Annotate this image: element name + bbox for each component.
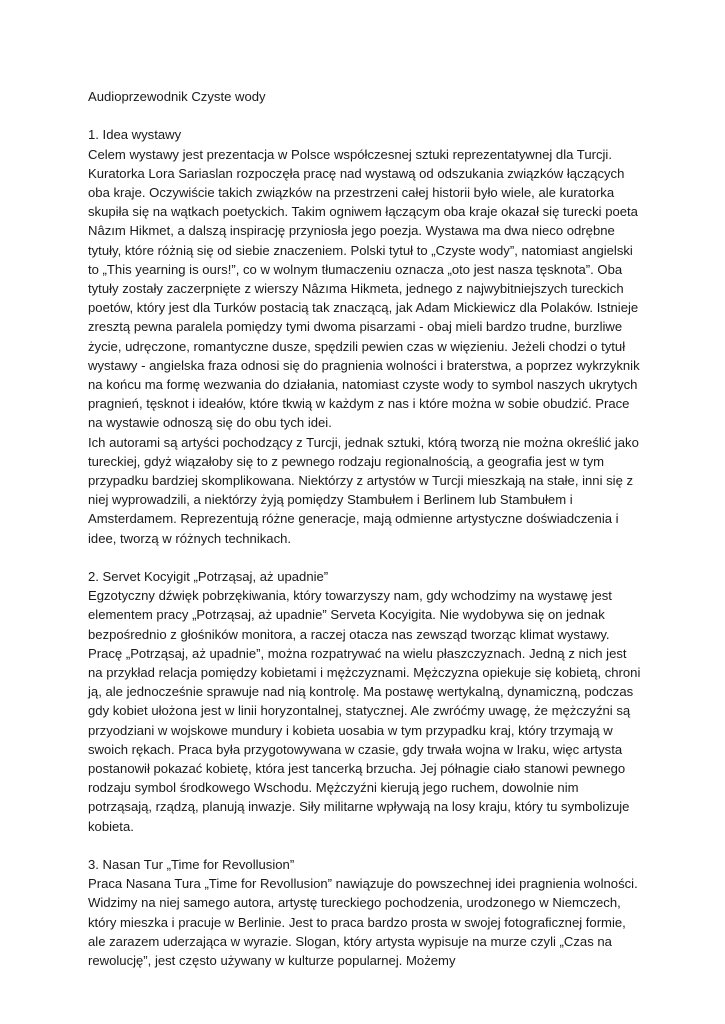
- paragraph: Praca Nasana Tura „Time for Revollusion” nawiązuje do powszechnej idei pragnienia wolności. Widzimy na niej samego autora, artystę tureckiego pochodzenia, urodzonego w Niemczech, który mieszka i pracuje w Berlinie. Jest to praca bardzo prosta w swojej fotograficznej formie, ale zarazem uderzająca w wyrazie. Slogan, który artysta wypisuje na murze czyli „Czas na rewolucję”, jest często używany w kulturze popularnej. Możemy: [88, 876, 638, 969]
- section-heading: 1. Idea wystawy: [88, 127, 182, 143]
- document-page: [88, 87, 644, 989]
- paragraph: Ich autorami są artyści pochodzący z Turcji, jednak sztuki, którą tworzą nie można określić jako tureckiej, gdyż wiązałoby się to z pewnego rodzaju regionalnością, a geografia jest w tym przypadku bardziej skomplikowana. Niektórzy z artystów w Turcji mieszkają na stałe, inni się z niej wyprowadzili, a niektórzy żyją pomiędzy Stambułem i Berlinem lub Stambułem i Amsterdamem. Reprezentują różne generacje, mają odmienne artystyczne doświadczenia i idee, tworzą w różnych technikach.: [88, 434, 639, 546]
- section-heading: 2. Servet Kocyigit „Potrząsaj, aż upadnie”: [88, 569, 329, 585]
- section-idea-wystawy: [88, 125, 644, 547]
- section-nasan-tur: [88, 855, 644, 970]
- paragraph: Egzotyczny dźwięk pobrzękiwania, który towarzyszy nam, gdy wchodzimy na wystawę jest elementem pracy „Potrząsaj, aż upadnie” Serveta Kocyigita. Nie wydobywa się on jednak bezpośrednio z głośników monitora, a raczej otacza nas zewsząd tworząc klimat wystawy. Pracę „Potrząsaj, aż upadnie”, można rozpatrywać na wielu płaszczyznach. Jedną z nich jest na przykład relacja pomiędzy kobietami i mężczyznami. Mężczyzna opiekuje się kobietą, chroni ją, ale jednocześnie sprawuje nad nią kontrolę. Ma postawę wertykalną, dynamiczną, podczas gdy kobiet ułożona jest w linii horyzontalnej, statycznej. Ale zwróćmy uwagę, że mężczyźni są przyodziani w wojskowe mundury i kobieta uosabia w tym przypadku kraj, który trzymają w swoich rękach. Praca była przygotowywana w czasie, gdy trwała wojna w Iraku, więc artysta postanowił pokazać kobietę, która jest tancerką brzucha. Jej półnagie ciało stanowi pewnego rodzaju symbol środkowego Wschodu. Mężczyźni kierują jego ruchem, dowolnie nim potrząsają, rządzą, planują inwazje. Siły militarne wpływają na losy kraju, który tu symbolizuje kobieta.: [88, 588, 641, 834]
- section-heading: 3. Nasan Tur „Time for Revollusion”: [88, 857, 295, 873]
- document-title: Audioprzewodnik Czyste wody: [88, 89, 266, 104]
- paragraph: Celem wystawy jest prezentacja w Polsce współczesnej sztuki reprezentatywnej dla Turcji. Kuratorka Lora Sariaslan rozpoczęła pracę nad wystawą od odszukania związków łączących oba kraje. Oczywiście takich związków na przestrzeni całej historii było wiele, ale kuratorka skupiła się na wątkach poetyckich. Takim ogniwem łączącym oba kraje okazał się turecki poeta Nâzım Hikmet, a dalszą inspirację przyniosła jego poezja. Wystawa ma dwa nieco odrębne tytuły, które różnią się od siebie znaczeniem. Polski tytuł to „Czyste wody”, natomiast angielski to „This yearning is ours!”, co w wolnym tłumaczeniu oznacza „oto jest nasza tęsknota”. Oba tytuły zostały zaczerpnięte z wierszy Nâzıma Hikmeta, jednego z najwybitniejszych tureckich poetów, który jest dla Turków postacią tak znaczącą, jak Adam Mickiewicz dla Polaków. Istnieje zresztą pewna paralela pomiędzy tymi dwoma pisarzami - obaj mieli bardzo trudne, burzliwe życie, udręczone, romantyczne dusze, spędzili pewien czas w więzieniu. Jeżeli chodzi o tytuł wystawy - angielska fraza odnosi się do pragnienia wolności i braterstwa, a poprzez wykrzyknik na końcu ma formę wezwania do działania, natomiast czyste wody to symbol naszych ukrytych pragnień, tęsknot i ideałów, które tkwią w każdym z nas i które można w sobie obudzić. Prace na wystawie odnoszą się do obu tych idei.: [88, 146, 640, 431]
- section-servet-kocyigit: [88, 567, 644, 836]
